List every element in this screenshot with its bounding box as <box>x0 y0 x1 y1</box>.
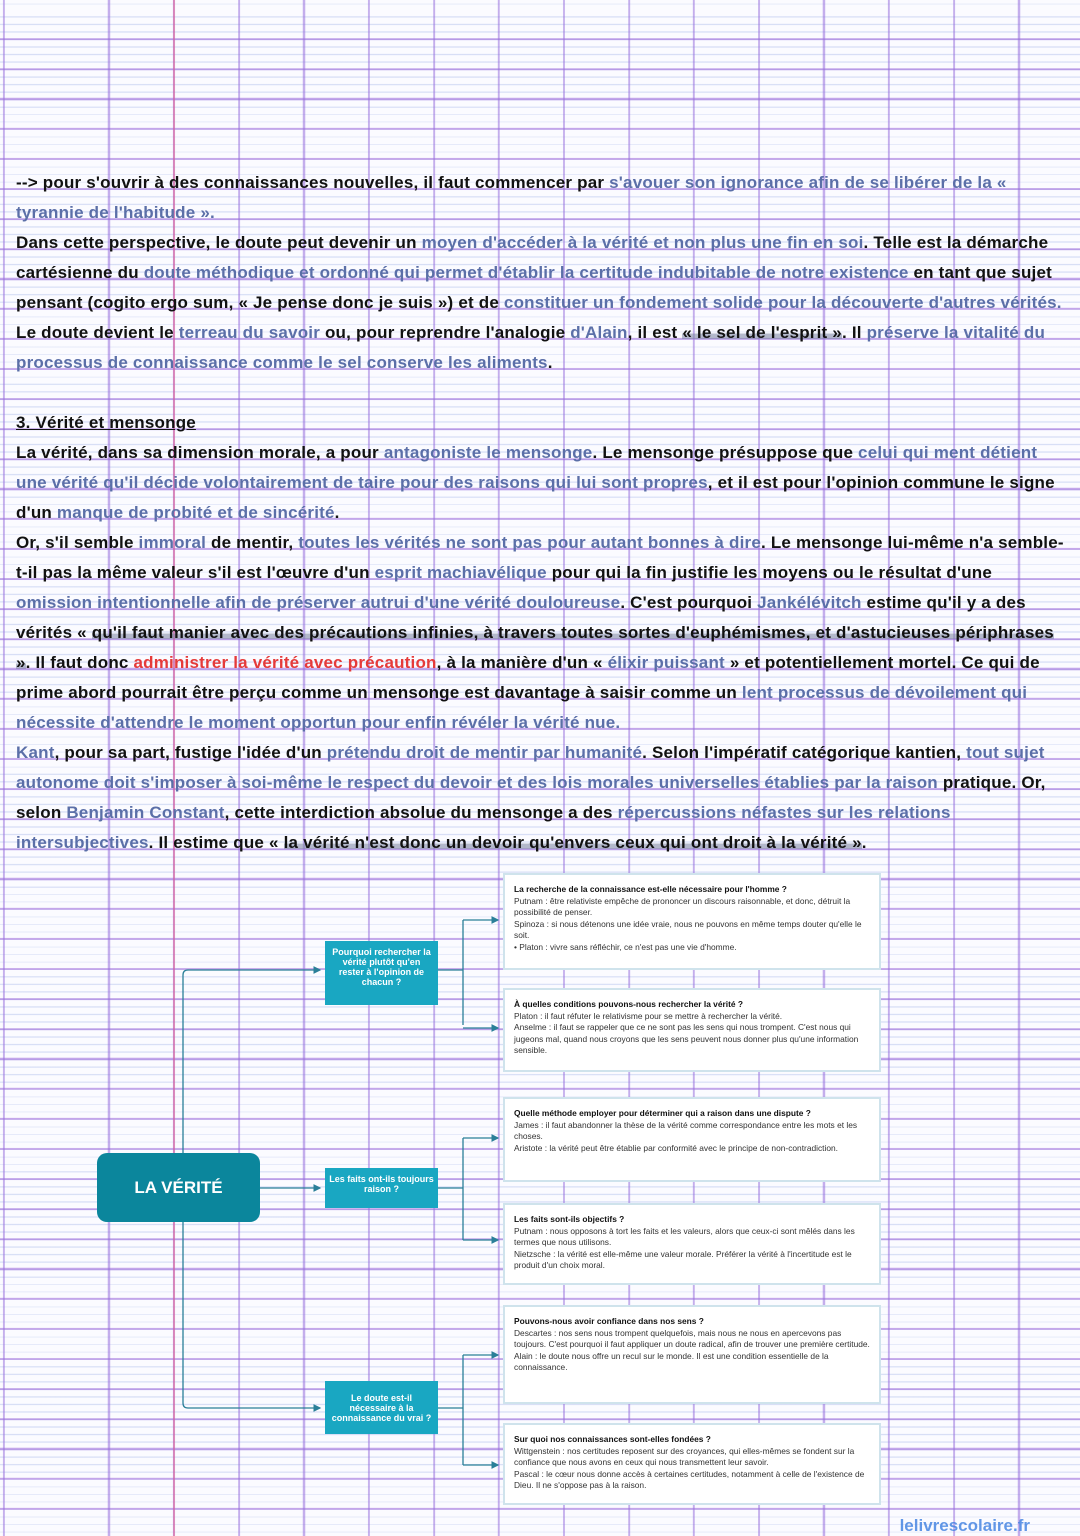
notes-text <box>16 168 1066 858</box>
text-segment: . C'est pourquoi <box>620 593 758 612</box>
marked-quote: « le sel de l'esprit » <box>682 323 842 342</box>
highlighted-text: prétendu droit de mentir par humanité <box>326 743 643 762</box>
highlighted-text: manque de probité et de sincérité <box>56 503 335 522</box>
text-segment: de mentir, <box>206 533 299 552</box>
answer-card <box>503 1305 881 1404</box>
text-segment: . Le mensonge lui-même n'a semble-t-il pas la même valeur s'il est l'œuvre d'un <box>16 533 1064 582</box>
text-segment: , il est <box>627 323 683 342</box>
card-line: • Platon : vivre sans réfléchir, ce n'est pas une vie d'homme. <box>514 941 737 952</box>
highlighted-text: préserve la vitalité du processus de connaissance comme le sel conserve les aliments <box>16 323 1046 372</box>
text-segment: . Selon l'impératif catégorique kantien, <box>642 743 967 762</box>
highlighted-text: répercussions néfastes sur les relations intersubjectives <box>16 803 951 852</box>
highlighted-text: constituer un fondement solide pour la découverte d'autres vérités. <box>503 293 1062 312</box>
text-segment: , pour sa part, fustige l'idée d'un <box>54 743 327 762</box>
card-line: Pascal : le cœur nous donne accès à certaines certitudes, notamment à celle de l'existence de Dieu. Il ne s'oppose pas à la raison. <box>514 1468 865 1490</box>
text-segment: , à la manière d'un « <box>436 653 608 672</box>
highlighted-text: celui qui ment détient une vérité qu'il décide volontairement de taire pour des raisons qui lui sont propres <box>16 443 1038 492</box>
mind-map-root: LA VÉRITÉ <box>97 1153 260 1222</box>
card-line: Putnam : être relativiste empêche de prononcer un discours raisonnable, et donc, détruit la possibilité de penser. <box>514 895 851 917</box>
card-line: Platon : il faut réfuter le relativisme pour se mettre à rechercher la vérité. <box>514 1010 783 1021</box>
highlighted-text: élixir puissant <box>607 653 725 672</box>
highlighted-text: terreau du savoir <box>178 323 321 342</box>
text-segment: . Il estime que « <box>148 833 284 852</box>
card-line: Aristote : la vérité peut être établie par conformité avec le principe de non-contradiction. <box>514 1142 839 1153</box>
text-segment: en tant que sujet pensant (cogito ergo sum, « Je pense donc je suis ») et de <box>16 263 1052 312</box>
text-segment: La vérité, dans sa dimension morale, a pour <box>16 443 384 462</box>
answer-card <box>503 873 881 970</box>
answer-card <box>503 988 881 1072</box>
text-segment: . <box>334 503 340 522</box>
paragraph <box>16 738 1066 858</box>
marked-quote: qu'il faut manier avec des précautions infinies, à travers toutes sortes d'euphémismes, et d'astucieuses périphrases » <box>16 623 1054 672</box>
question-box: Pourquoi rechercher la vérité plutôt qu'en rester à l'opinion de chacun ? <box>325 941 438 1005</box>
paragraph <box>16 228 1066 378</box>
text-segment: ou, pour reprendre l'analogie <box>320 323 571 342</box>
highlighted-text: immoral <box>138 533 207 552</box>
text-segment: » et potentiellement mortel. Ce qui de prime abord pourrait être perçu comme un mensonge est davantage à saisir comme un <box>16 653 1040 702</box>
watermark: lelivrescolaire.fr <box>899 1516 1030 1535</box>
answer-card <box>503 1423 881 1505</box>
text-segment: Or, s'il semble <box>16 533 139 552</box>
card-line: Anselme : il faut se rappeler que ce ne sont pas les sens qui nous trompent. C'est nous qui jugeons mal, quand nous croyons que les sens peuvent nous donner plus qu'une information sensible. <box>514 1022 859 1055</box>
mind-map <box>0 860 1080 1528</box>
highlighted-text: antagoniste le mensonge <box>383 443 593 462</box>
card-line: Spinoza : si nous détenons une idée vraie, nous ne pouvons en même temps douter qu'elle le soit. <box>514 918 862 940</box>
highlighted-text: toutes les vérités ne sont pas pour autant bonnes à dire <box>298 533 761 552</box>
text-segment: . Le mensonge présuppose que <box>592 443 859 462</box>
card-title: À quelles conditions pouvons-nous rechercher la vérité ? <box>514 999 743 1009</box>
text-segment: . Il <box>841 323 867 342</box>
highlighted-text: s'avouer son ignorance afin de se libérer de la « tyrannie de l'habitude ». <box>16 173 1007 222</box>
highlighted-text: tout sujet autonome doit s'imposer à soi-même le respect du devoir et des lois morales universelles établies par la raison <box>16 743 1045 792</box>
highlighted-text: d'Alain <box>570 323 628 342</box>
card-title: Les faits sont-ils objectifs ? <box>514 1214 625 1224</box>
text-segment: Le doute devient le <box>16 323 179 342</box>
highlighted-text: Kant <box>16 743 55 762</box>
card-line: Wittgenstein : nos certitudes reposent sur des croyances, qui elles-mêmes se fondent sur la confiance que nous avons en ceux qui nous transmettent leur savoir. <box>514 1445 855 1467</box>
card-line: Descartes : nos sens nous trompent quelquefois, mais nous ne nous en apercevons pas toujours. C'est pourquoi il faut appliquer un doute radical, afin de trouver une première certitude. <box>514 1327 870 1349</box>
question-box: Le doute est-il nécessaire à la connaissance du vrai ? <box>325 1381 438 1434</box>
highlighted-text: lent processus de dévoilement qui nécessite d'attendre le moment opportun pour enfin révéler la vérité nue. <box>16 683 1028 732</box>
text-segment: pour qui la fin justifie les moyens ou le résultat d'une <box>546 563 993 582</box>
card-title: Pouvons-nous avoir confiance dans nos sens ? <box>514 1316 704 1326</box>
text-segment: Dans cette perspective, le doute peut devenir un <box>16 233 422 252</box>
highlighted-text: omission intentionnelle afin de préserver autrui d'une vérité douloureuse <box>16 593 621 612</box>
card-title: Quelle méthode employer pour déterminer qui a raison dans une dispute ? <box>514 1108 811 1118</box>
paragraph <box>16 438 1066 528</box>
card-line: James : il faut abandonner la thèse de la vérité comme correspondance entre les mots et les choses. <box>514 1119 858 1141</box>
text-segment: --> pour s'ouvrir à des connaissances nouvelles, il faut commencer par <box>16 173 610 192</box>
card-title: La recherche de la connaissance est-elle nécessaire pour l'homme ? <box>514 884 787 894</box>
card-title: Sur quoi nos connaissances sont-elles fondées ? <box>514 1434 711 1444</box>
question-box: Les faits ont-ils toujours raison ? <box>325 1168 438 1208</box>
text-segment: 3. Vérité et mensonge <box>16 413 196 432</box>
paragraph <box>16 528 1066 738</box>
highlighted-text: moyen d'accéder à la vérité et non plus une fin en soi <box>421 233 864 252</box>
card-line: Nietzsche : la vérité est elle-même une valeur morale. Préférer la vérité à l'incertitude est le produit d'un choix moral. <box>514 1248 852 1270</box>
text-segment: pratique. Or, selon <box>16 773 1046 822</box>
paragraph <box>16 168 1066 228</box>
text-segment: . Il faut donc <box>25 653 134 672</box>
text-segment: , cette interdiction absolue du mensonge a des <box>224 803 618 822</box>
highlighted-text: esprit machiavélique <box>374 563 547 582</box>
card-line: Alain : le doute nous offre un recul sur le monde. Il est une condition essentielle de la connaissance. <box>514 1350 829 1372</box>
marked-quote: la vérité n'est donc un devoir qu'envers ceux qui ont droit à la vérité » <box>283 833 862 852</box>
red-text: administrer la vérité avec précaution <box>133 653 437 672</box>
answer-card <box>503 1203 881 1285</box>
highlighted-text: Benjamin Constant <box>66 803 225 822</box>
text-segment: estime qu'il y a des vérités « <box>16 593 1026 642</box>
answer-card <box>503 1097 881 1182</box>
highlighted-text: doute méthodique et ordonné qui permet d'établir la certitude indubitable de notre existence <box>143 263 909 282</box>
highlighted-text: Jankélévitch <box>757 593 862 612</box>
card-line: Putnam : nous opposons à tort les faits et les valeurs, alors que ceux-ci sont mêlés dans les termes que nous utilisons. <box>514 1225 855 1247</box>
text-segment: , et il est pour l'opinion commune le signe d'un <box>16 473 1055 522</box>
text-segment: . <box>861 833 867 852</box>
text-segment: . <box>547 353 553 372</box>
text-segment: . Telle est la démarche cartésienne du <box>16 233 1049 282</box>
section-heading <box>16 408 1066 438</box>
